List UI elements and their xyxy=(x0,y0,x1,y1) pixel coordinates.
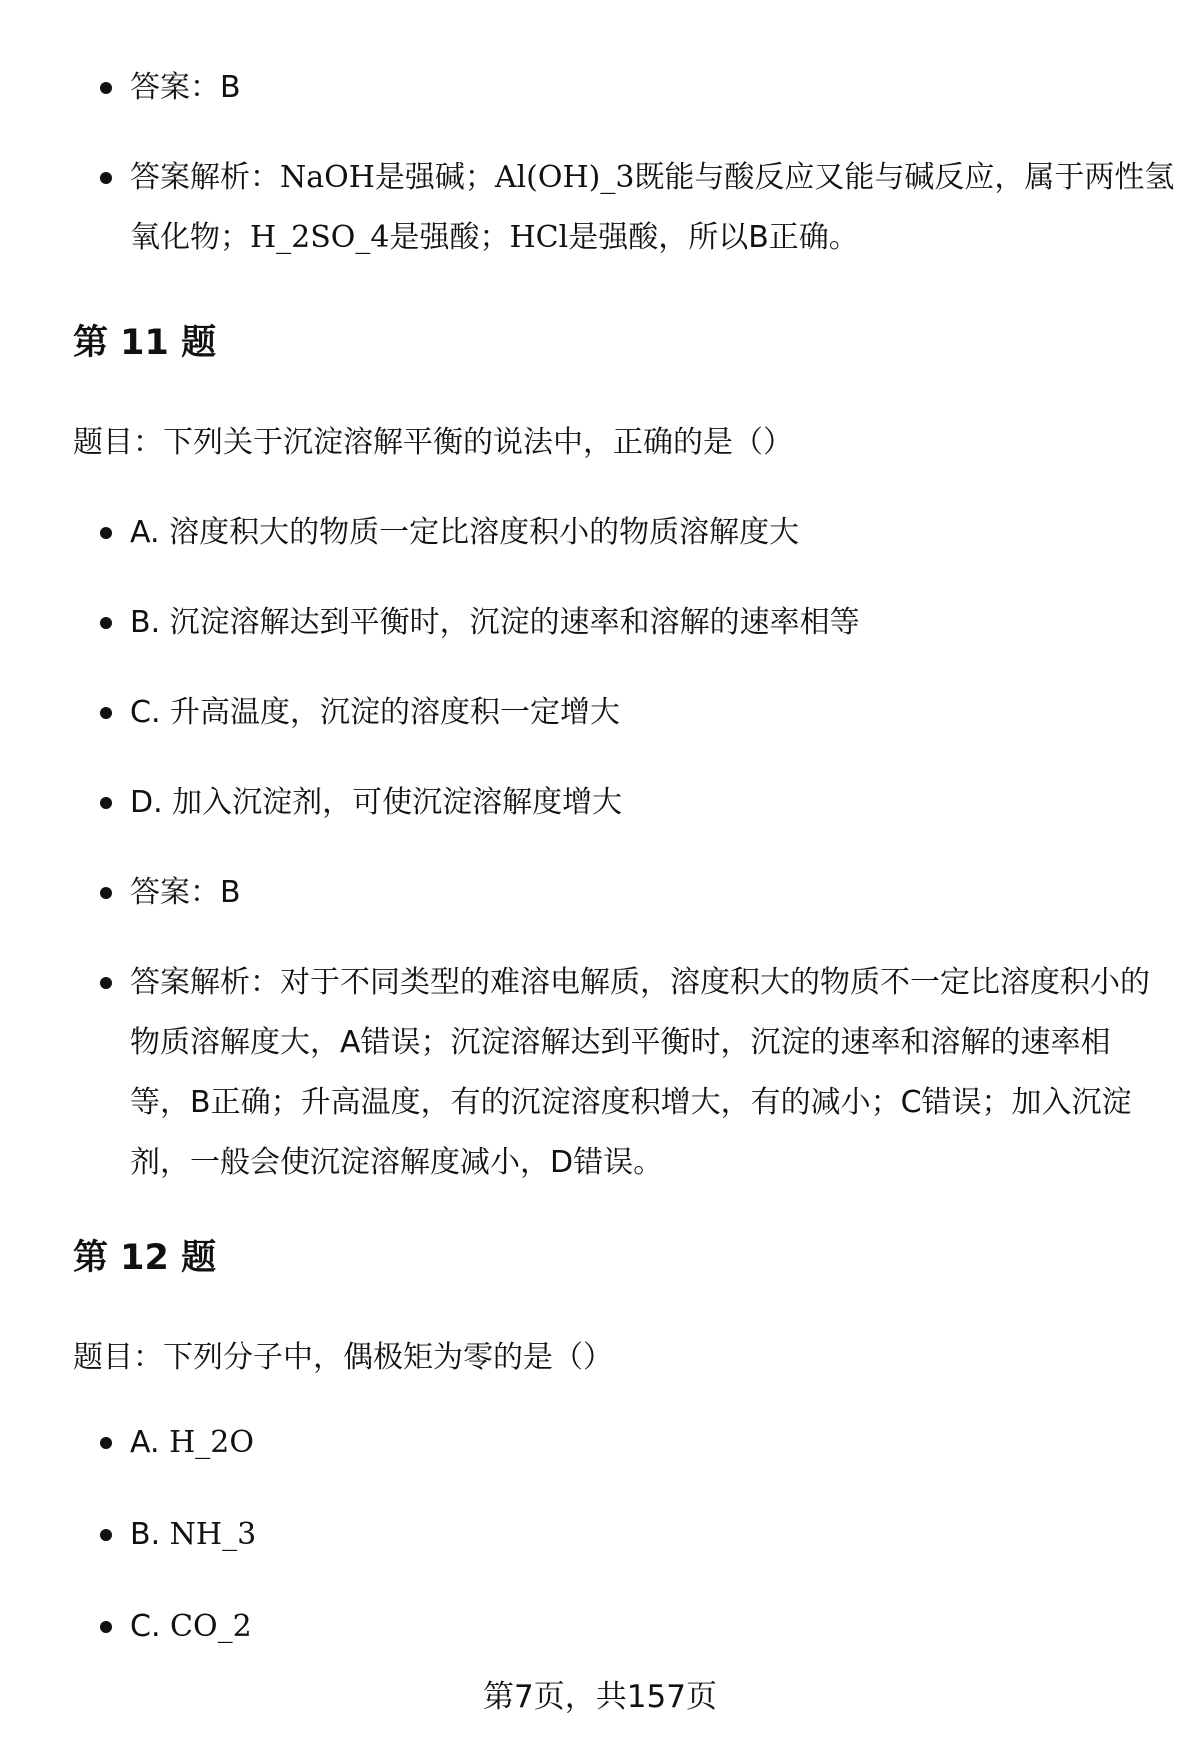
analysis-text: 是强碱； xyxy=(374,160,495,195)
option-text: C. 升高温度，沉淀的溶度积一定增大 xyxy=(130,695,621,730)
bullet-icon xyxy=(100,1621,112,1633)
option-label: B. xyxy=(130,1517,170,1552)
list-item-analysis-prev xyxy=(130,148,1175,268)
analysis-line-1: 答案解析：对于不同类型的难溶电解质，溶度积大的物质不一定比溶度积小的 xyxy=(130,965,1150,1000)
formula-nh3: NH_3 xyxy=(169,1517,257,1552)
bullet-icon xyxy=(100,1437,112,1449)
answer-text: 答案：B xyxy=(130,875,241,910)
option-a xyxy=(130,1413,1150,1473)
bullet-icon xyxy=(100,707,112,719)
formula-h2o: H_2O xyxy=(169,1425,254,1460)
option-text: B. 沉淀溶解达到平衡时，沉淀的速率和溶解的速率相等 xyxy=(130,605,860,640)
list-item-answer-11 xyxy=(130,863,1150,923)
question-stem-12: 题目：下列分子中，偶极矩为零的是（） xyxy=(73,1340,613,1375)
list-item-answer-prev xyxy=(130,58,1150,118)
analysis-line-4: 剂，一般会使沉淀溶解度减小，D错误。 xyxy=(130,1145,664,1180)
bullet-icon xyxy=(100,1529,112,1541)
option-label: C. xyxy=(130,1609,171,1644)
question-stem-11: 题目：下列关于沉淀溶解平衡的说法中，正确的是（） xyxy=(73,425,793,460)
option-d xyxy=(130,773,1150,833)
analysis-line-2: 物质溶解度大，A错误；沉淀溶解达到平衡时，沉淀的速率和溶解的速率相 xyxy=(130,1025,1111,1060)
list-item-analysis-11 xyxy=(130,953,1150,1193)
formula-aloh3: Al(OH)_3 xyxy=(494,160,635,195)
analysis-line-3: 等，B正确；升高温度，有的沉淀溶度积增大，有的减小；C错误；加入沉淀 xyxy=(130,1085,1132,1120)
formula-hcl: HCl xyxy=(509,220,569,255)
option-c xyxy=(130,1597,1150,1657)
option-text: A. 溶度积大的物质一定比溶度积小的物质溶解度大 xyxy=(130,515,800,550)
bullet-icon xyxy=(100,527,112,539)
formula-co2: CO_2 xyxy=(170,1609,252,1644)
bullet-icon xyxy=(100,977,112,989)
formula-h2so4: H_2SO_4 xyxy=(250,220,390,255)
analysis-line-1 xyxy=(130,148,1175,208)
bullet-icon xyxy=(100,887,112,899)
bullet-icon xyxy=(100,82,112,94)
option-label: A. xyxy=(130,1425,170,1460)
option-b xyxy=(130,593,1150,653)
bullet-icon xyxy=(100,617,112,629)
question-heading-11: 第 11 题 xyxy=(73,323,217,363)
analysis-line-2 xyxy=(130,208,1150,268)
analysis-prefix: 答案解析： xyxy=(130,160,280,195)
formula-naoh: NaOH xyxy=(280,160,375,195)
option-c xyxy=(130,683,1150,743)
analysis-text: 是强酸； xyxy=(389,220,510,255)
answer-text: 答案：B xyxy=(130,70,241,105)
option-text: D. 加入沉淀剂，可使沉淀溶解度增大 xyxy=(130,785,623,820)
analysis-text: 是强酸，所以B正确。 xyxy=(568,220,859,255)
question-heading-12: 第 12 题 xyxy=(73,1238,217,1278)
option-b xyxy=(130,1505,1150,1565)
option-a xyxy=(130,503,1150,563)
bullet-icon xyxy=(100,797,112,809)
page-footer: 第7页，共157页 xyxy=(483,1679,717,1715)
analysis-text: 既能与酸反应又能与碱反应，属于两性氢 xyxy=(634,160,1175,195)
analysis-text: 氧化物； xyxy=(130,220,250,255)
bullet-icon xyxy=(100,172,112,184)
